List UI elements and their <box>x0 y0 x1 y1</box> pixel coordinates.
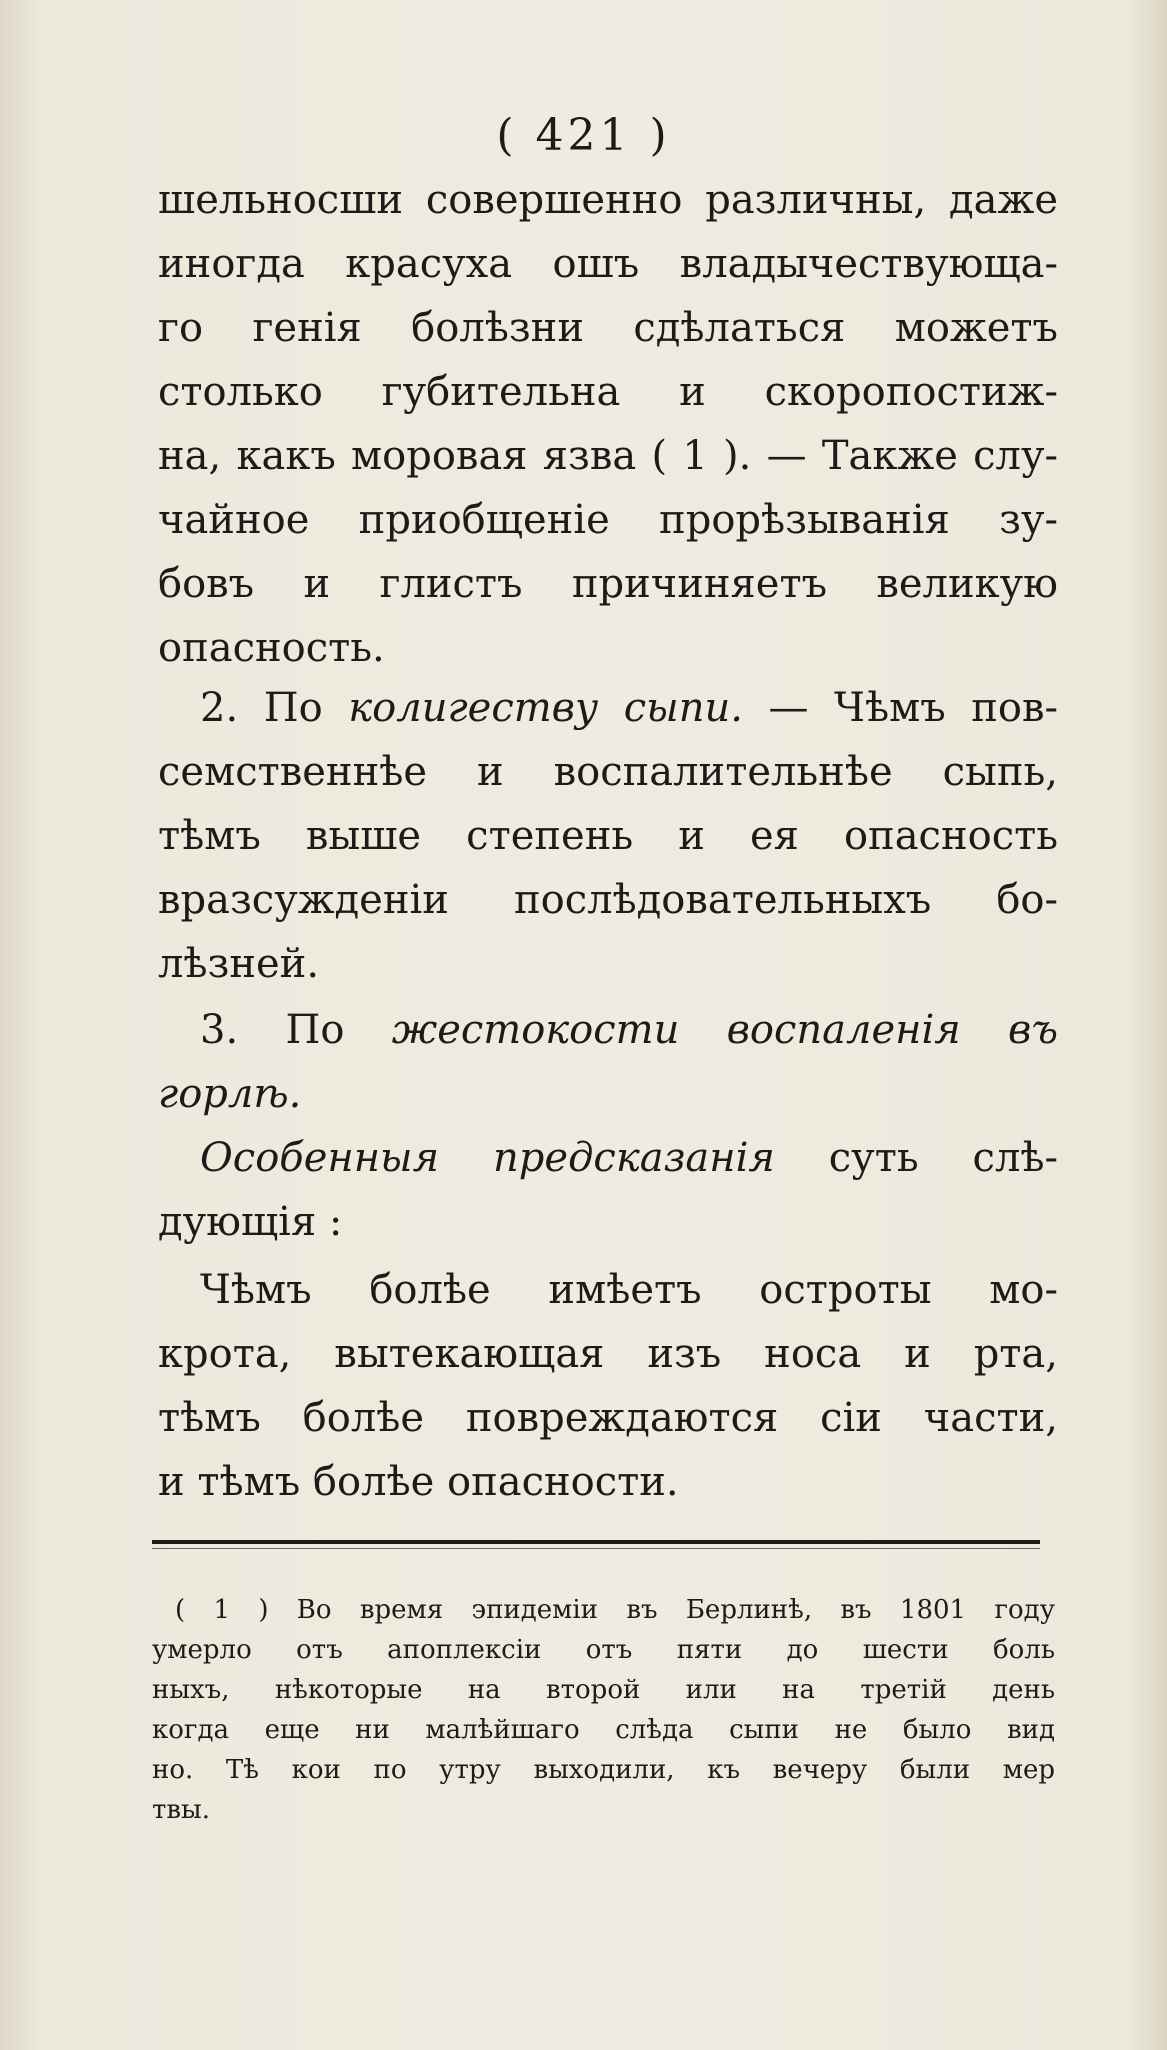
footnote-rule <box>152 1540 1040 1544</box>
footnote-rule-thin <box>152 1548 1040 1549</box>
text-line: дующія : <box>158 1199 343 1245</box>
text-line: опасность. <box>158 625 385 671</box>
special-heading <box>200 1130 1058 1186</box>
footnote-line: ( 1 ) Во время эпидеміи въ Берлинѣ, въ 1801 году <box>175 1595 1055 1625</box>
page-number: ( 421 ) <box>496 110 671 161</box>
item-2-italic: колигеству сыпи. <box>348 685 743 731</box>
footnote-line: но. Тѣ кои по утру выходили, къ вечеру были мер <box>152 1755 1055 1785</box>
special-italic: Особенныя предсказанія <box>200 1135 775 1181</box>
item-2-heading <box>200 680 1058 736</box>
item-3-lead: 3. По <box>200 1007 345 1053</box>
text-line: го генія болѣзни сдѣлаться можетъ <box>158 305 1058 351</box>
text-line: и тѣмъ болѣе опасности. <box>158 1459 679 1505</box>
special-rest: суть слѣ- <box>828 1135 1058 1181</box>
item-3-heading <box>200 1002 1058 1058</box>
text-line: вразсужденіи послѣдовательныхъ бо- <box>158 877 1058 923</box>
text-line: бовъ и глистъ причиняетъ великую <box>158 561 1058 607</box>
text-line: столько губительна и скоропостиж- <box>158 369 1058 415</box>
text-line: крота, вытекающая изъ носа и рта, <box>158 1331 1058 1377</box>
text-line: на, какъ моровая язва ( 1 ). — Также слу- <box>158 433 1058 479</box>
footnote-line: твы. <box>152 1795 210 1825</box>
footnote-line: умерло отъ апоплексіи отъ пяти до шести боль <box>152 1635 1055 1665</box>
text-line: шельносши совершенно различны, даже <box>158 177 1058 223</box>
item-3-italic-line2: горлѣ. <box>158 1071 302 1117</box>
text-line: иногда красуха ошъ владычествующа- <box>158 241 1058 287</box>
text-line: Чѣмъ болѣе имѣетъ остроты мо- <box>200 1267 1058 1313</box>
text-line: тѣмъ болѣе повреждаются сіи части, <box>158 1395 1058 1441</box>
text-line: семственнѣе и воспалительнѣе сыпь, <box>158 749 1058 795</box>
footnote-line: когда еще ни малѣйшаго слѣда сыпи не было вид <box>152 1715 1055 1745</box>
text-line: лѣзней. <box>158 941 320 987</box>
footnote-line: ныхъ, нѣкоторые на второй или на третій день <box>152 1675 1055 1705</box>
text-line: чайное приобщеніе прорѣзыванія зу- <box>158 497 1058 543</box>
text-line: тѣмъ выше степень и ея опасность <box>158 813 1058 859</box>
item-2-lead: 2. По <box>200 685 323 731</box>
item-2-rest: — Чѣмъ пов- <box>768 685 1058 731</box>
item-3-italic: жестокости воспаленія въ <box>391 1007 1058 1053</box>
